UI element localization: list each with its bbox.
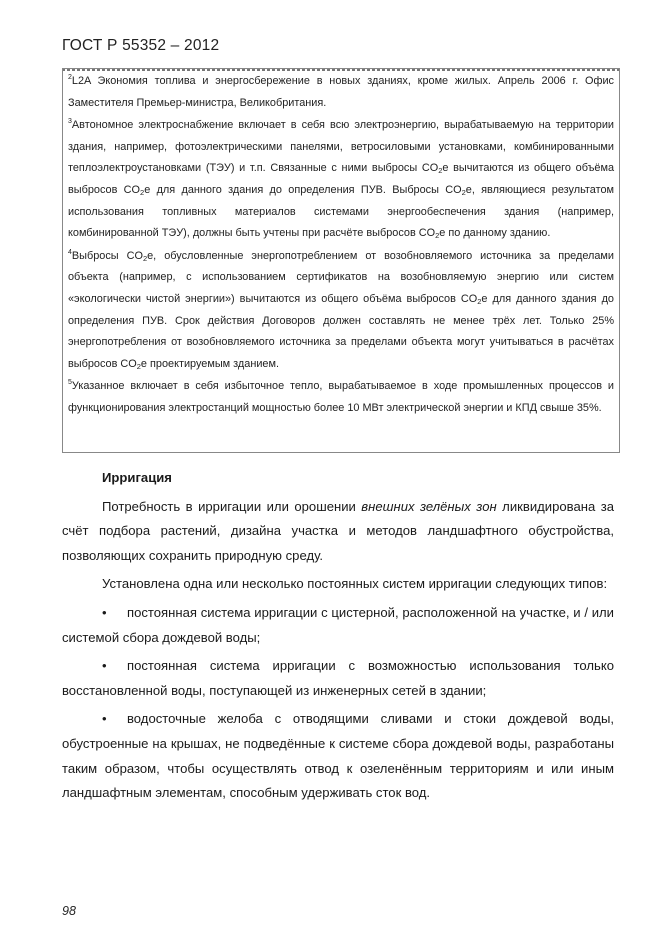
list-item-text: постоянная система ирригации с цистерной, расположенной на участке, и / или системой сбора дождевой воды; bbox=[62, 604, 614, 645]
footnote-text: e по данному зданию. bbox=[439, 227, 551, 240]
footnote-text: e, являющиеся результатом использования топливных материалов системами энергообеспечения здания (например, комбинированной ТЭУ), должны быть учтены при расчёте выбросов CO bbox=[68, 183, 614, 240]
footnote-marker: 2 bbox=[68, 74, 72, 81]
co2-subscript: 2 bbox=[136, 361, 141, 371]
footnote-text: e для данного здания до определения ПУВ. Выбросы CO bbox=[144, 183, 462, 196]
emphasized-term: внешних зелёных зон bbox=[361, 498, 497, 514]
list-item bbox=[62, 654, 614, 703]
footnote-3 bbox=[68, 115, 614, 245]
footnote-5 bbox=[68, 376, 614, 419]
page-number: 98 bbox=[62, 904, 76, 918]
footnote-text: L2A Экономия топлива и энергосбережение в новых зданиях, кроме жилых. Апрель 2006 г. Офис Заместителя Премьер-министра, Великобритания. bbox=[68, 75, 614, 109]
document-header: ГОСТ Р 55352 – 2012 bbox=[62, 37, 220, 54]
co2-subscript: 2 bbox=[461, 187, 466, 197]
co2-subscript: 2 bbox=[140, 187, 145, 197]
section-heading: Ирригация bbox=[102, 470, 172, 485]
list-item bbox=[62, 707, 614, 805]
footnotes-box bbox=[62, 68, 620, 453]
footnote-marker: 3 bbox=[68, 118, 72, 126]
bullet-icon: • bbox=[102, 658, 107, 674]
main-content bbox=[62, 466, 614, 806]
footnote-text: Выбросы CO bbox=[71, 249, 143, 262]
bullet-icon: • bbox=[102, 711, 107, 727]
footnote-marker: 5 bbox=[68, 379, 72, 387]
paragraph bbox=[62, 495, 614, 569]
co2-subscript: 2 bbox=[438, 166, 443, 176]
footnote-marker: 4 bbox=[68, 248, 72, 256]
footnote-text: Указанное включает в себя избыточное тепло, вырабатываемое в ходе промышленных процессов и функционирования электростанций мощностью более 10 МВт электрической энергии и КПД свыше 35%. bbox=[68, 380, 614, 414]
paragraph-text: Потребность в ирригации или орошении bbox=[102, 498, 362, 514]
co2-subscript: 2 bbox=[477, 296, 482, 306]
co2-subscript: 2 bbox=[142, 253, 148, 263]
footnote-text: e проектируемым зданием. bbox=[140, 357, 280, 370]
paragraph: Установлена одна или несколько постоянных систем ирригации следующих типов: bbox=[102, 576, 608, 592]
footnote-4 bbox=[68, 246, 614, 376]
list-item-text: постоянная система ирригации с возможностью использования только восстановленной воды, поступающей из инженерных сетей в здании; bbox=[62, 658, 614, 698]
bullet-icon: • bbox=[102, 604, 107, 620]
co2-subscript: 2 bbox=[435, 231, 440, 241]
footnote-text: e вычитаются из общего объёма выбросов CO bbox=[68, 162, 614, 196]
footnote-text: e для данного здания до определения ПУВ. Срок действия Договоров должен составлять не менее трёх лет. Только 25% энергопотребления от возобновляемого источника за пределами объекта могут учитываться в расчётах выбросов CO bbox=[68, 292, 614, 370]
paragraph-text: ликвидирована за счёт подбора растений, дизайна участка и методов ландшафтного обустройства, позволяющих сохранить природную среду. bbox=[62, 498, 614, 563]
list-item bbox=[62, 601, 614, 650]
footnote-2 bbox=[68, 71, 614, 114]
footnote-text: e, обусловленные энергопотреблением от возобновляемого источника за пределами объекта (например, с использованием сертификатов на возобновляемую энергию или систем «экологически чистой энергии») вычитаются из общего объёма выбросов CO bbox=[68, 249, 615, 305]
list-item-text: водосточные желоба с отводящими сливами и стоки дождевой воды, обустроенные на крышах, не подведённые к системе сбора дождевой воды, разработаны таким образом, чтобы осуществлять отвод к озеленённым территориям и или иным ландшафтным элементам, способным удерживать сток вод. bbox=[62, 711, 614, 801]
footnote-text: Автономное электроснабжение включает в себя всю электроэнергию, вырабатываемую на территории здания, например, фотоэлектрическими панелями, ветросиловыми установками, комбинированными теплоэлектроустановками (ТЭУ) и т.п. Связанные с ними выбросы CO bbox=[68, 119, 614, 175]
